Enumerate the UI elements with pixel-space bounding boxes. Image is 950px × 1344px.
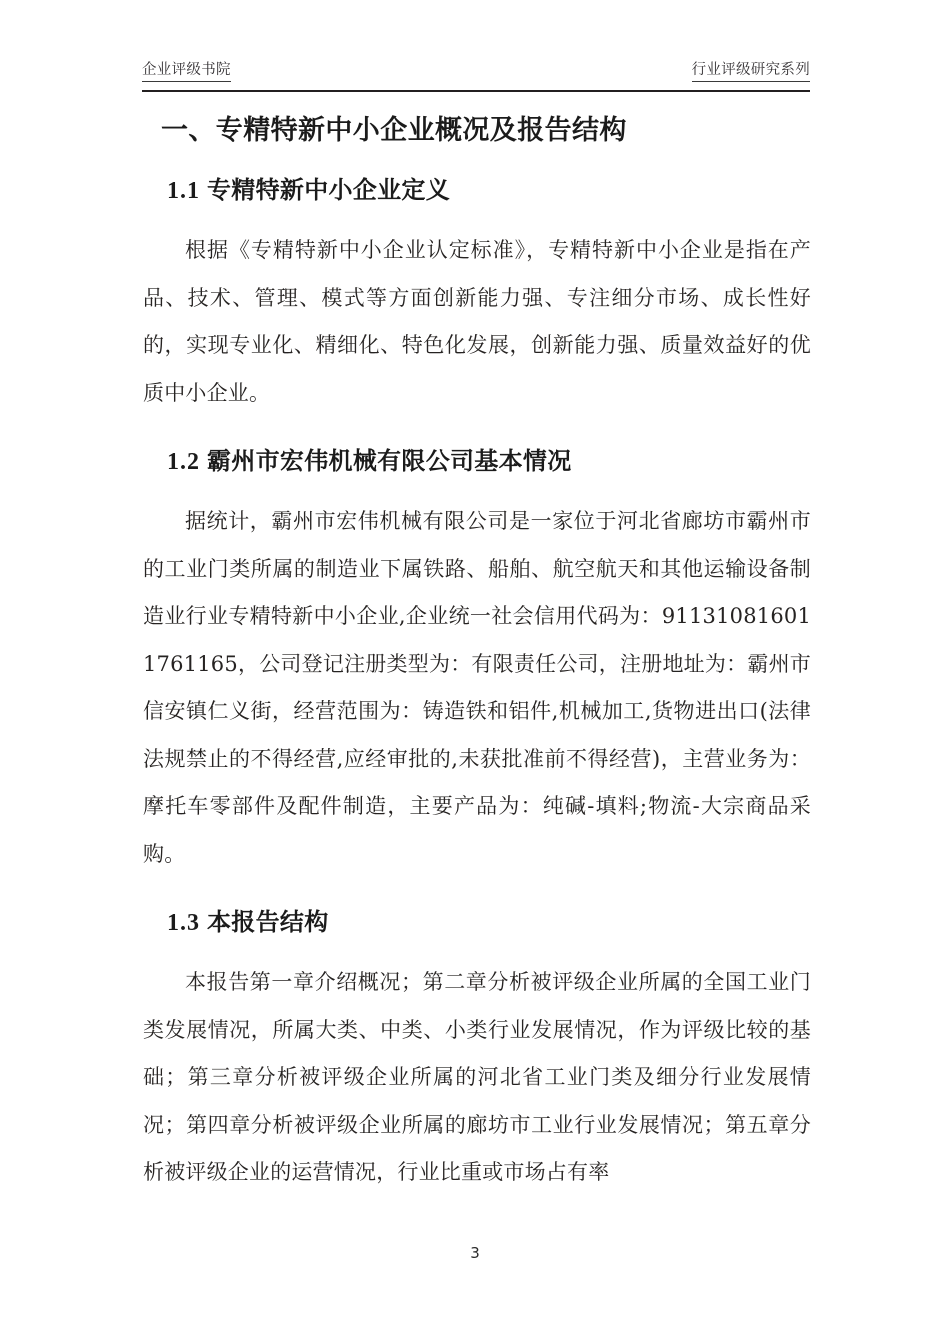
spacer bbox=[143, 484, 811, 498]
section-title-1-3: 本报告结构 bbox=[207, 907, 329, 936]
page-number: 3 bbox=[470, 1244, 480, 1262]
spacer bbox=[143, 417, 811, 439]
document-body bbox=[143, 108, 811, 1197]
section-number-1-1: 1.1 bbox=[167, 178, 200, 204]
section-heading-1-2 bbox=[143, 439, 811, 484]
section-paragraph-1-1: 根据《专精特新中小企业认定标准》，专精特新中小企业是指在产品、技术、管理、模式等方面创新能力强、专注细分市场、成长性好的，实现专业化、精细化、特色化发展，创新能力强、质量效益好的优质中小企业。 bbox=[143, 238, 811, 405]
page-running-header bbox=[142, 62, 810, 82]
section-title-1-1: 专精特新中小企业定义 bbox=[207, 175, 450, 204]
header-right-title: 行业评级研究系列 bbox=[692, 62, 810, 82]
spacer bbox=[143, 878, 811, 900]
section-heading-1-1 bbox=[143, 168, 811, 213]
section-title-1-2: 霸州市宏伟机械有限公司基本情况 bbox=[207, 446, 572, 475]
header-divider-rule bbox=[142, 90, 810, 92]
spacer bbox=[143, 154, 811, 168]
spacer bbox=[143, 213, 811, 227]
header-left-title: 企业评级书院 bbox=[142, 62, 231, 82]
section-paragraph-1-2: 据统计，霸州市宏伟机械有限公司是一家位于河北省廊坊市霸州市的工业门类所属的制造业下属铁路、船舶、航空航天和其他运输设备制造业行业专精特新中小企业,企业统一社会信用代码为：911310816011761165，公司登记注册类型为：有限责任公司，注册地址为：霸州市信安镇仁义街，经营范围为：铸造铁和铝件,机械加工,货物进出口(法律法规禁止的不得经营,应经审批的,未获批准前不得经营)，主营业务为：摩托车零部件及配件制造，主要产品为：纯碱-填料;物流-大宗商品采购。 bbox=[143, 509, 811, 866]
section-heading-1-3 bbox=[143, 900, 811, 945]
section-number-1-2: 1.2 bbox=[167, 449, 200, 475]
chapter-heading: 一、专精特新中小企业概况及报告结构 bbox=[161, 115, 627, 146]
section-number-1-3: 1.3 bbox=[167, 910, 200, 936]
section-paragraph-1-3: 本报告第一章介绍概况；第二章分析被评级企业所属的全国工业门类发展情况，所属大类、中类、小类行业发展情况，作为评级比较的基础；第三章分析被评级企业所属的河北省工业门类及细分行业发展情况；第四章分析被评级企业所属的廊坊市工业行业发展情况；第五章分析被评级企业的运营情况，行业比重或市场占有率 bbox=[143, 970, 811, 1184]
spacer bbox=[143, 945, 811, 959]
